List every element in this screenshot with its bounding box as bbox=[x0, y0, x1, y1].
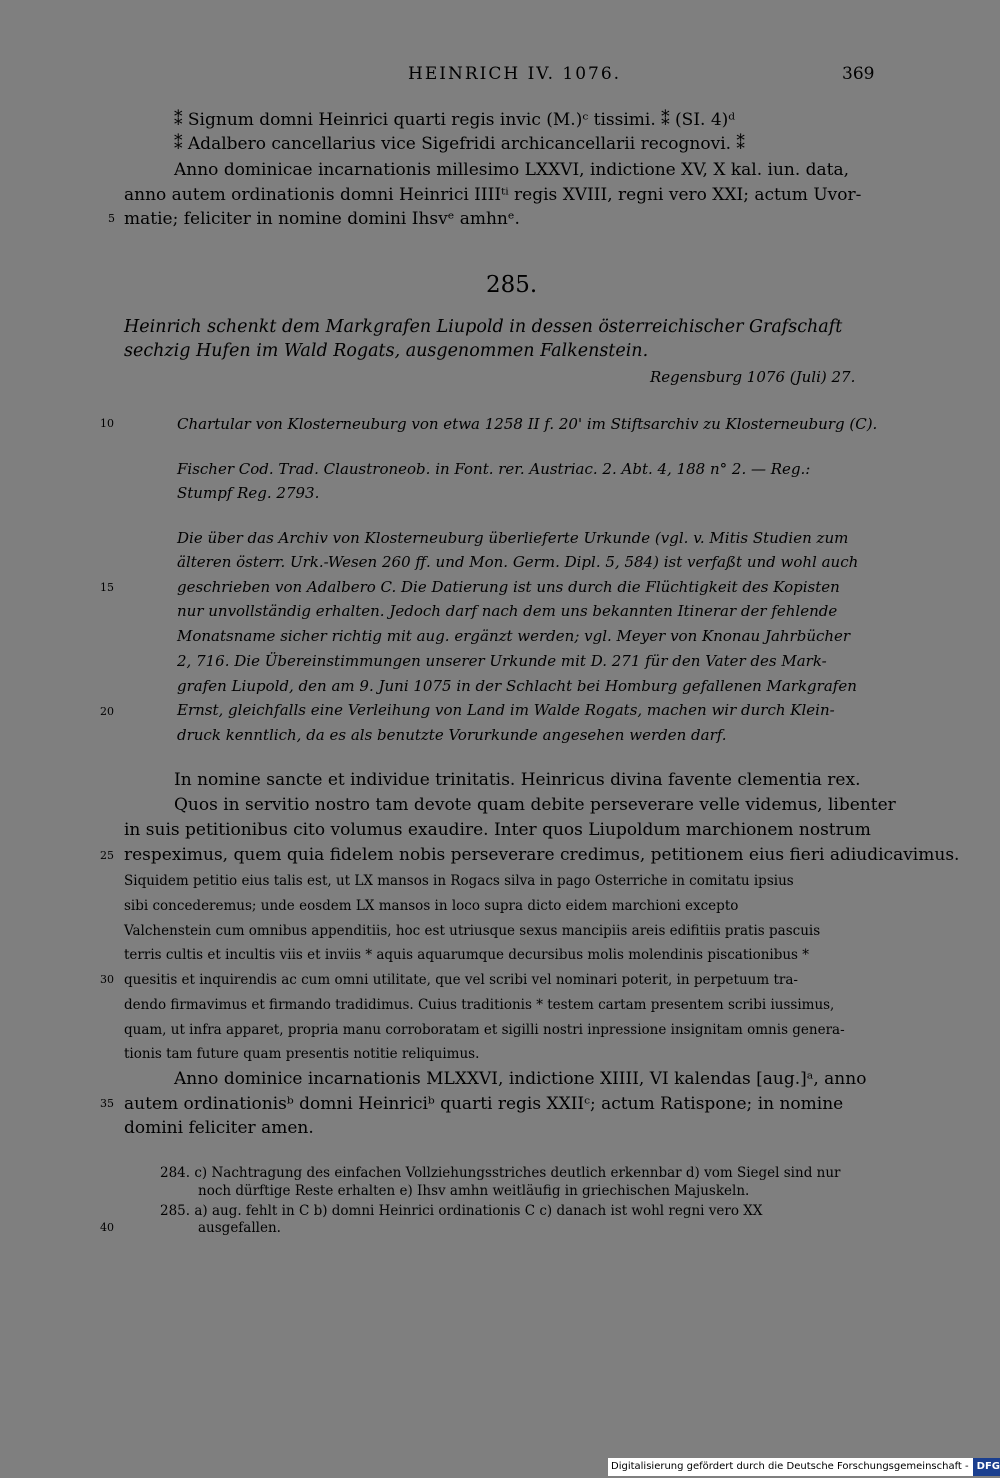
line-number: 5 bbox=[108, 212, 115, 225]
text-line: terris cultis et incultis viis et inviis * aquis aquarumque decursibus molis molendinis piscationibus * bbox=[124, 947, 810, 963]
commentary-line: grafen Liupold, den am 9. Juni 1075 in der Schlacht bei Homburg gefallenen Markgrafen bbox=[177, 677, 857, 695]
line-number: 35 bbox=[100, 1097, 114, 1110]
text-line: sibi concederemus; unde eosdem LX mansos in loco supra dicto eidem marchioni excepto bbox=[124, 898, 739, 914]
commentary-line: älteren österr. Urk.-Wesen 260 ff. und Mon. Germ. Dipl. 5, 584) ist verfaßt und wohl auch bbox=[177, 553, 859, 571]
commentary-line: geschrieben von Adalbero C. Die Datierung ist uns durch die Flüchtigkeit des Kopisten bbox=[177, 578, 840, 596]
text-line: ⁑ Signum domni Heinrici quarti regis invic (M.)ᶜ tissimi. ⁑ (SI. 4)ᵈ bbox=[174, 110, 736, 130]
line-number: 40 bbox=[100, 1221, 114, 1234]
running-header: HEINRICH IV. 1076. bbox=[408, 64, 622, 84]
text-line: domini feliciter amen. bbox=[124, 1118, 314, 1138]
text-line: Anno dominice incarnationis MLXXVI, indictione XIIII, VI kalendas [aug.]ᵃ, anno bbox=[174, 1069, 867, 1089]
commentary-line: Die über das Archiv von Klosterneuburg überlieferte Urkunde (vgl. v. Mitis Studien zum bbox=[177, 529, 849, 547]
commentary-line: Monatsname sicher richtig mit aug. ergänzt werden; vgl. Meyer von Knonau Jahrbücher bbox=[177, 627, 851, 645]
commentary-line: Ernst, gleichfalls eine Verleihung von Land im Walde Rogats, machen wir durch Klein- bbox=[177, 701, 835, 719]
text-line: In nomine sancte et individue trinitatis. Heinricus divina favente clementia rex. bbox=[174, 770, 861, 790]
line-number: 25 bbox=[100, 849, 114, 862]
commentary-line: 2, 716. Die Übereinstimmungen unserer Urkunde mit D. 271 für den Vater des Mark- bbox=[177, 652, 827, 670]
line-number: 20 bbox=[100, 705, 114, 718]
text-line: autem ordinationisᵇ domni Heinriciᵇ quarti regis XXIIᶜ; actum Ratispone; in nomine bbox=[124, 1094, 844, 1114]
commentary-line: druck kenntlich, da es als benutzte Vorurkunde angesehen werden darf. bbox=[177, 726, 727, 744]
text-line: dendo firmavimus et firmando tradidimus. Cuius traditionis * testem cartam presentem scribi iussimus, bbox=[124, 997, 835, 1013]
document-number: 285. bbox=[486, 272, 538, 298]
edition-line: Fischer Cod. Trad. Claustroneob. in Font. rer. Austriac. 2. Abt. 4, 188 n° 2. — Reg.: bbox=[177, 460, 811, 478]
text-line: Siquidem petitio eius talis est, ut LX mansos in Rogacs silva in pago Osterriche in comitatu ipsius bbox=[124, 873, 794, 889]
footnote-line: noch dürftige Reste erhalten e) Ihsv amhn weitläufig in griechischen Majuskeln. bbox=[198, 1183, 750, 1199]
footnote-line: 284. c) Nachtragung des einfachen Vollziehungsstriches deutlich erkennbar d) vom Siegel sind nur bbox=[160, 1165, 841, 1181]
line-number: 15 bbox=[100, 581, 114, 594]
text-line: respeximus, quem quia fidelem nobis perseverare credimus, petitionem eius fieri adiudicavimus. bbox=[124, 845, 960, 865]
text-line: anno autem ordinationis domni Heinrici IIIIᵗⁱ regis XVIII, regni vero XXI; actum Uvor- bbox=[124, 185, 862, 205]
text-line: tionis tam future quam presentis notitie reliquimus. bbox=[124, 1046, 480, 1062]
page-number: 369 bbox=[842, 64, 875, 84]
text-line: Quos in servitio nostro tam devote quam debite perseverare velle videmus, libenter bbox=[174, 795, 896, 815]
dfg-logo: DFG bbox=[973, 1458, 1000, 1476]
footnote-line: 285. a) aug. fehlt in C b) domni Heinrici ordinationis C c) danach ist wohl regni vero XX bbox=[160, 1203, 763, 1219]
footnote-line: ausgefallen. bbox=[198, 1220, 281, 1236]
source-line: Chartular von Klosterneuburg von etwa 1258 II f. 20' im Stiftsarchiv zu Klosterneuburg (C). bbox=[177, 415, 878, 433]
line-number: 30 bbox=[100, 973, 114, 986]
edition-line: Stumpf Reg. 2793. bbox=[177, 484, 320, 502]
summary-line: Heinrich schenkt dem Markgrafen Liupold in dessen österreichischer Grafschaft bbox=[124, 317, 843, 337]
commentary-line: nur unvollständig erhalten. Jedoch darf nach dem uns bekannten Itinerar der fehlende bbox=[177, 602, 838, 620]
text-line: Anno dominicae incarnationis millesimo LXXVI, indictione XV, X kal. iun. data, bbox=[174, 160, 850, 180]
text-line: Valchenstein cum omnibus appenditiis, hoc est utriusque sexus mancipiis areis edifitiis pratis pascuis bbox=[124, 923, 821, 939]
line-number: 10 bbox=[100, 417, 114, 430]
text-line: quam, ut infra apparet, propria manu corroboratam et sigilli nostri inpressione insignitam omnis genera- bbox=[124, 1022, 845, 1038]
text-line: ⁑ Adalbero cancellarius vice Sigefridi archicancellarii recognovi. ⁑ bbox=[174, 134, 745, 154]
text-line: in suis petitionibus cito volumus exaudire. Inter quos Liupoldum marchionem nostrum bbox=[124, 820, 871, 840]
footer-banner bbox=[608, 1458, 1000, 1476]
footer-text: Digitalisierung gefördert durch die Deutsche Forschungsgemeinschaft - bbox=[611, 1461, 969, 1472]
text-line: matie; feliciter in nomine domini Ihsvᵉ amhnᵉ. bbox=[124, 209, 520, 229]
text-line: quesitis et inquirendis ac cum omni utilitate, que vel scribi vel nominari poterit, in perpetuum tra- bbox=[124, 972, 798, 988]
place-date: Regensburg 1076 (Juli) 27. bbox=[650, 368, 856, 386]
summary-line: sechzig Hufen im Wald Rogats, ausgenommen Falkenstein. bbox=[124, 341, 649, 361]
